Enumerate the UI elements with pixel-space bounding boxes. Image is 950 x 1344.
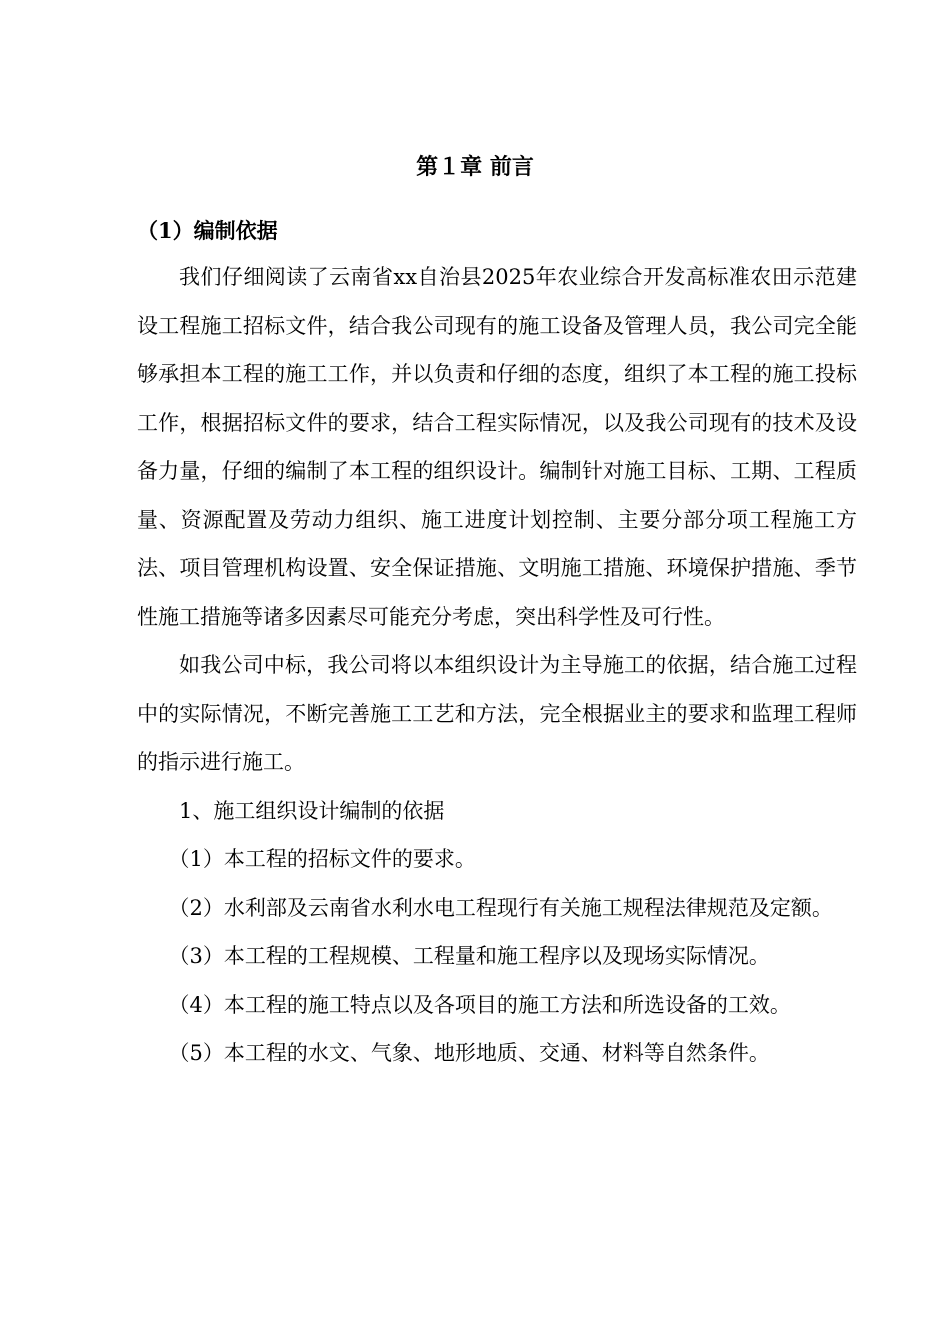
paragraph-commitment: 如我公司中标，我公司将以本组织设计为主导施工的依据，结合施工过程中的实际情况，不断完善施工工艺和方法，完全根据业主的要求和监理工程师的指示进行施工。	[137, 653, 857, 774]
list-item: （2）水利部及云南省水利水电工程现行有关施工规程法律规范及定额。	[168, 895, 833, 920]
list-item: （4）本工程的施工特点以及各项目的施工方法和所选设备的工效。	[168, 992, 791, 1017]
list-item: （1）本工程的招标文件的要求。	[168, 847, 476, 871]
paragraph-intro: 我们仔细阅读了云南省xx自治县2025年农业综合开发高标准农田示范建设工程施工招标文件，结合我公司现有的施工设备及管理人员，我公司完全能够承担本工程的施工工作，并以负责和仔细的态度，组织了本工程的施工投标工作，根据招标文件的要求，结合工程实际情况，以及我公司现有的技术及设备力量，仔细的编制了本工程的组织设计。编制针对施工目标、工期、工程质量、资源配置及劳动力组织、施工进度计划控制、主要分部分项工程施工方法、项目管理机构设置、安全保证措施、文明施工措施、环境保护措施、季节性施工措施等诸多因素尽可能充分考虑，突出科学性及可行性。	[137, 265, 857, 629]
list-item: （5）本工程的水文、气象、地形地质、交通、材料等自然条件。	[168, 1041, 770, 1065]
subsection-heading: 1、施工组织设计编制的依据	[179, 798, 445, 823]
document-body	[137, 253, 857, 1078]
list-item: （3）本工程的工程规模、工程量和施工程序以及现场实际情况。	[168, 944, 770, 968]
section-heading: （1）编制依据	[137, 218, 278, 243]
chapter-title: 第１章 前言	[416, 154, 534, 180]
